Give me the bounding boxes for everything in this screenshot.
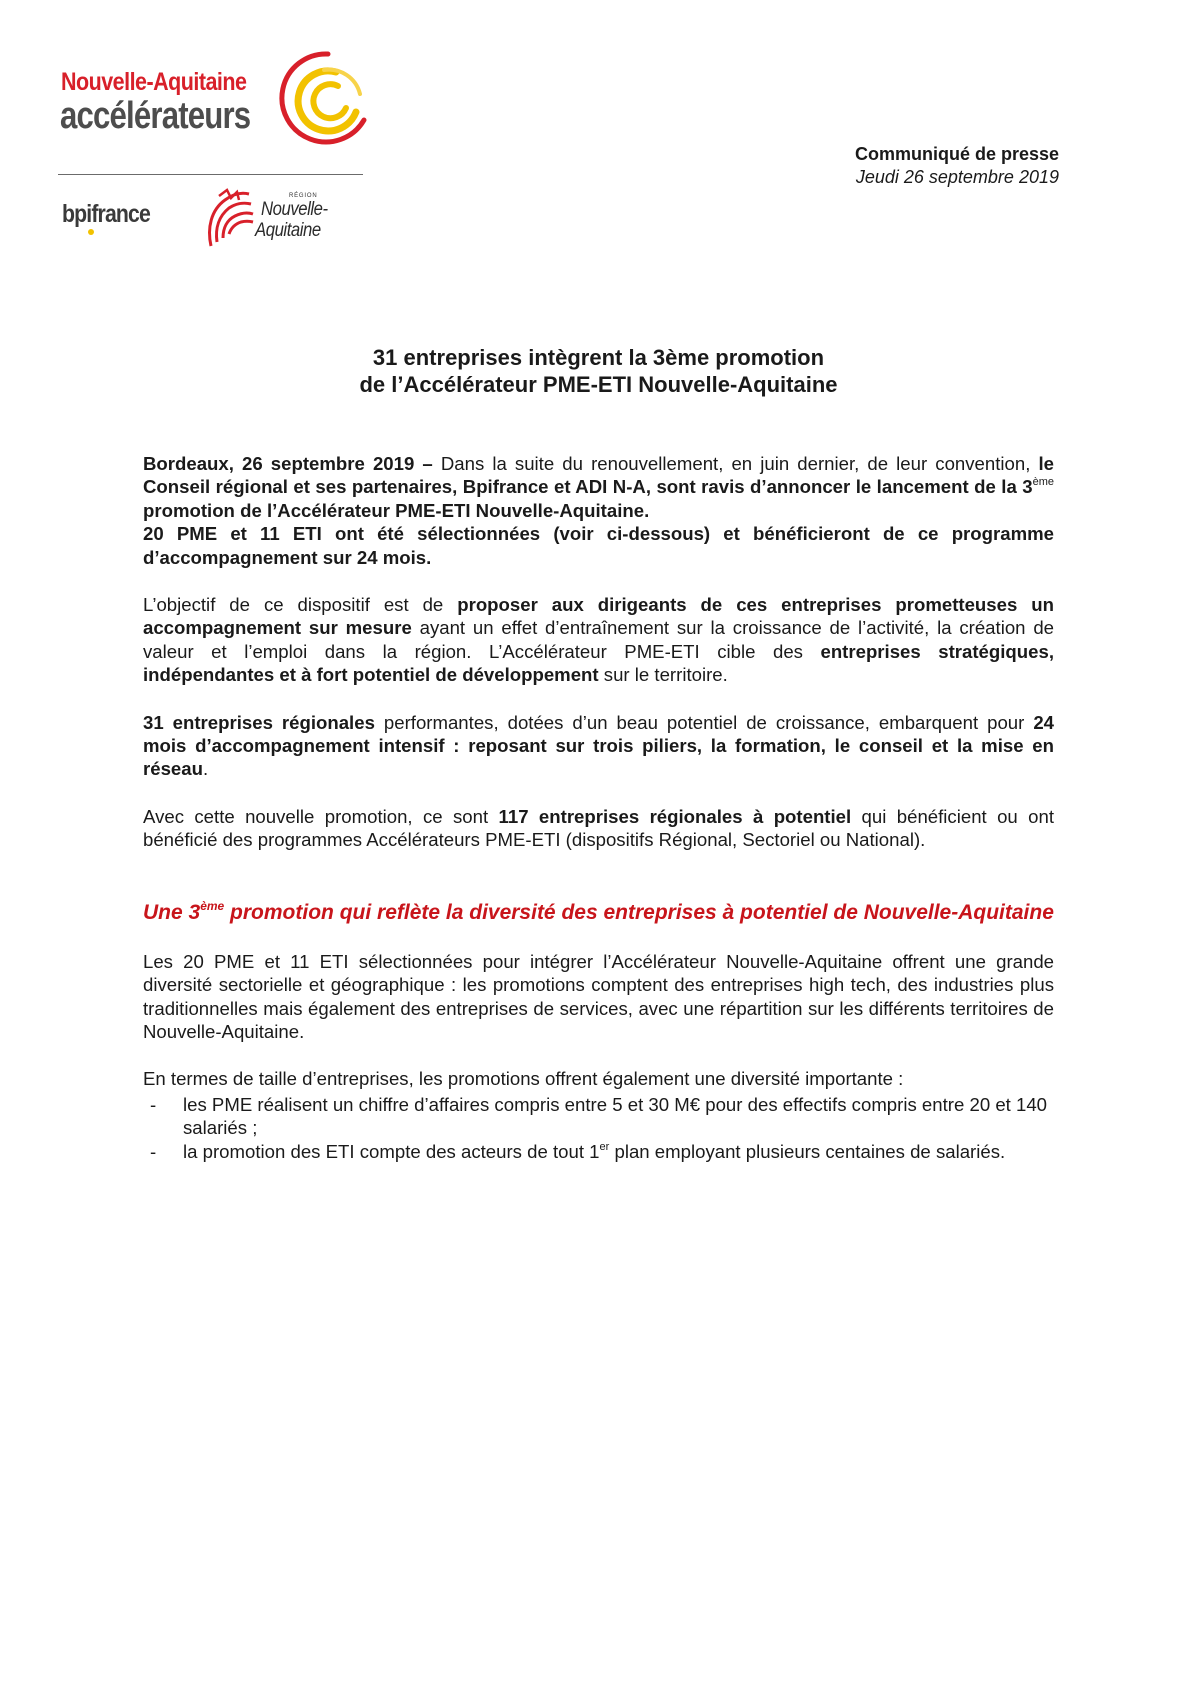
press-release-label: Communiqué de presse bbox=[854, 144, 1059, 164]
swirl-icon bbox=[276, 50, 368, 150]
region-label: RÉGION bbox=[289, 193, 318, 199]
document-title bbox=[143, 344, 1054, 398]
title-line-1: 31 entreprises intègrent la 3ème promotion bbox=[372, 345, 825, 370]
list-item: - la promotion des ETI compte des acteurs de tout 1er plan employant plusieurs centaines de salariés. bbox=[150, 1140, 1006, 1162]
accelerateurs-logo bbox=[58, 50, 368, 160]
press-release-date: Jeudi 26 septembre 2019 bbox=[855, 167, 1059, 187]
paragraph-intro: Bordeaux, 26 septembre 2019 – Dans la suite du renouvellement, en juin dernier, de leur convention, le Conseil régional et ses partenaires, Bpifrance et ADI N-A, sont ravis d’annoncer le lancement de la 3ème promotion de l’Accélérateur PME-ETI Nouvelle-Aquitaine. bbox=[143, 453, 1054, 521]
press-release-meta bbox=[855, 143, 1059, 189]
paragraph-promotion-total: Avec cette nouvelle promotion, ce sont 117 entreprises régionales à potentiel qui bénéficient ou ont bénéficié des programmes Accélérateurs PME-ETI (dispositifs Régional, Sectoriel ou National). bbox=[143, 805, 1055, 851]
bpifrance-logo: bpifrance bbox=[62, 200, 151, 228]
list-item: - les PME réalisent un chiffre d’affaires compris entre 5 et 30 M€ pour des effectifs compris entre 20 et 140 salariés ; bbox=[150, 1093, 1048, 1139]
lion-emblem-icon bbox=[205, 188, 255, 250]
paragraph-size-intro: En termes de taille d’entreprises, les promotions offrent également une diversité importante : bbox=[143, 1068, 904, 1090]
size-list bbox=[143, 1093, 1054, 1163]
logo-text-line2: accélérateurs bbox=[60, 95, 251, 137]
paragraph-diversity: Les 20 PME et 11 ETI sélectionnées pour intégrer l’Accélérateur Nouvelle-Aquitaine offrent une grande diversité sectorielle et géographique : les promotions comptent des entreprises high tech, des industries plus traditionnelles mais également des entreprises de services, avec une répartition sur les différents territoires de Nouvelle-Aquitaine. bbox=[143, 950, 1054, 1042]
paragraph-selection: 20 PME et 11 ETI ont été sélectionnées (voir ci-dessous) et bénéficieront de ce programme d’accompagnement sur 24 mois. bbox=[143, 523, 1054, 568]
dateline: Bordeaux, 26 septembre 2019 – bbox=[143, 453, 433, 474]
region-nouvelle-aquitaine-logo bbox=[205, 188, 365, 250]
region-name-line2: Aquitaine bbox=[255, 220, 321, 241]
bpifrance-dot-icon bbox=[88, 229, 94, 235]
region-name-line1: Nouvelle- bbox=[261, 199, 328, 220]
section-heading-diversity: Une 3ème promotion qui reflète la diversité des entreprises à potentiel de Nouvelle-Aquitaine bbox=[143, 898, 1054, 924]
header-divider bbox=[58, 174, 363, 175]
title-line-2: de l’Accélérateur PME-ETI Nouvelle-Aquitaine bbox=[359, 372, 838, 397]
document-body bbox=[143, 452, 1054, 1163]
paragraph-companies: 31 entreprises régionales performantes, dotées d’un beau potentiel de croissance, embarquent pour 24 mois d’accompagnement intensif : reposant sur trois piliers, la formation, le conseil et la mise en réseau. bbox=[143, 711, 1054, 780]
logo-text-line1: Nouvelle-Aquitaine bbox=[61, 68, 247, 96]
paragraph-objective: L’objectif de ce dispositif est de proposer aux dirigeants de ces entreprises prometteuses un accompagnement sur mesure ayant un effet d’entraînement sur la croissance de l’activité, la création de valeur et l’emploi dans la région. L’Accélérateur PME-ETI cible des entreprises stratégiques, indépendantes et à fort potentiel de développement sur le territoire. bbox=[143, 594, 1054, 686]
